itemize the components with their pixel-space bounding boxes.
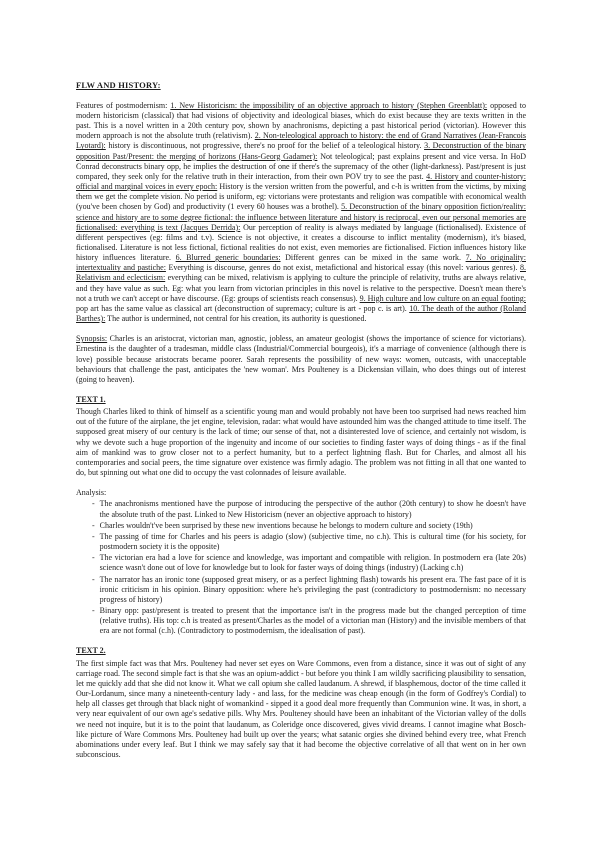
analysis-item-text: The anachronisms mentioned have the purpose of introducing the perspective of the author (20th century) to show he doesn't have the absolute truth of the past. Linked to New Historicism (never an objective approach to history) (99, 499, 526, 519)
analysis-item-text: The narrator has an ironic tone (supposed great misery, or as a perfect lightning flash) towards his present era. The fast pace of it is ironic criticism in his opinion. Binary opposition: where he's privileging the past (contradictory to postmodernism: no necessary progress of history) (99, 574, 526, 604)
text2-quote: The first simple fact was that Mrs. Poulteney had never set eyes on Ware Commons, even from a distance, since it was out of sight of any carriage road. The second simple fact is that she was an opium-addict - but before you think I am wildly sacrificing plausibility to sensation, let me quickly add that she did not know it. What we call opium she called laudanum. A shrewd, if blasphemous, doctor of the time called it Our-Lordanum, since many a nineteenth-century lady - and lass, for the medicine was cheap enough (in the form of Godfrey's Cordial) to help all classes get through that black night of womankind - sipped it a good deal more frequently than Communion wine. It was, in short, a very near equivalent of our own age's sedative pills. Why Mrs. Poulteney should have been an inhabitant of the Victorian valley of the dolls we need not inquire, but it is to the point that laudanum, as Coleridge once discovered, gives vivid dreams. I cannot imagine what Bosch-like picture of Ware Commons Mrs. Poulteney had built up over the years; what satanic orgies she divined behind every tree, what French abominations under every leaf. But I think we may safely say that it had become the objective correlative of all that went on in her own subconscious. (76, 658, 526, 759)
text1-quote: Though Charles liked to think of himself as a scientific young man and would probably not have been too surprised had news reached him out of the future of the airplane, the jet engine, television, radar: what would have astounded him was the changed attitude to time itself. The supposed great misery of our century is the lack of time; our sense of that, not a disinterested love of science, and certainly not wisdom, is why we devote such a huge proportion of the ingenuity and income of our societies to finding faster ways of doing things - as if the final aim of mankind was to grow closer not to a perfect humanity, but to a perfect lightning flash. But for Charles, and almost all his contemporaries and social peers, the time signature over existence was firmly adagio. The problem was not fitting in all that one wanted to do, but spinning out what one did to occupy the vast colonnades of leisure available. (76, 407, 526, 478)
features-paragraph (76, 101, 526, 324)
analysis-item-text: The passing of time for Charles and his peers is adagio (slow) (subjective time, no c.h). This is cultural time (for his society, for postmodern society it is the opposite) (99, 531, 526, 552)
analysis-item (76, 521, 526, 531)
bullet-dash-icon: - (92, 574, 95, 584)
feature-2-body: history is discontinuous, not progressive, there's no proof for the belief of a teleological history. (105, 141, 425, 151)
synopsis-label: Synopsis: (76, 334, 108, 344)
feature-8-body: everything can be mixed, relativism is applying to culture the principle of relativity, truths are always relative, and they have value as such. Eg: what you learn from victorian principles in this novel is relative to the perspective. Doesn't mean there's not a truth we can't accept or have discourse. (Eg: groups of scientists reach consensus). (76, 273, 526, 303)
feature-9-body: pop art has the same value as classical art (deconstruction of supremacy; culture is art - pop c. is art). (76, 303, 410, 313)
feature-3-label: 3. Deconstruction of the binary opposition Past/Present: the merging of horizons (Hans-Georg Gadamer): (76, 141, 526, 161)
analysis-item (76, 499, 526, 519)
bullet-dash-icon: - (92, 531, 95, 541)
feature-5-body: Our perception of reality is always mediated by language (fictionalised). Existence of different perspectives (eg: films and t.v). Science is not objective, it creates a discourse to inflict mentality (modernism), it's biased, fictionalised. Literature is not less fictional, fictional realities do not exist, even memories are fictionalised. Fiction influences history like history influences literature. (76, 222, 526, 263)
analysis-item-text: The victorian era had a love for science and knowledge, was important and compatible with religion. In postmodern era (late 20s) science wasn't done out of love for knowledge but to look for faster ways of doing things (industry) (Lacking c.h) (99, 553, 526, 573)
synopsis-body: Charles is an aristocrat, victorian man, agnostic, jobless, an amateur geologist (shows the importance of science for victorians). Ernestina is the daughter of a tradesman, middle class (Industrial/Commercial bourgeois), it's a marriage of convenience (although there is love) possible because aristocrats became poorer. Sarah represents the possibility of new ways: women, outcasts, with unacceptable behaviours that challenge the past, anticipates the 'new woman'. Mrs Poulteney is a Dickensian villain, who does things out of interest (going to heaven). (76, 334, 526, 384)
feature-1-body: opposed to modern historicism (classical) that had visions of objectivity and ideological biases, which do exist because they are texts written in the past. This is a novel written in a 20th century pov, shown by anachronisms, depicting a past historical period (victorian). However this modern approach is not the absolute truth (relativism). (76, 100, 527, 141)
synopsis-paragraph (76, 334, 526, 385)
feature-9-label: 9. High culture and low culture on an equal footing: (359, 293, 526, 303)
feature-7-label: 7. No originality: intertextuality and pastiche: (76, 253, 526, 273)
analysis-item (76, 575, 526, 605)
feature-10-label: 10. The death of the author (Roland Barthes): (76, 303, 526, 324)
features-lead: Features of postmodernism: (76, 100, 171, 110)
analysis-item-text: Charles wouldn't've been surprised by these new inventions because he belongs to modern culture and society (19th) (99, 520, 473, 530)
feature-4-body: History is the version written from the powerful, and c-h is written from the victims, by mixing them we get the complete vision. No period is uniform, eg: victorians were protestants and religion was compatible with economical wealth (you've been chosen by God) and productivity (1 every 60 houses was a brothel). (76, 182, 526, 212)
feature-8-label: 8. Relativism and eclecticism: (76, 263, 526, 283)
feature-5-label: 5. Deconstruction of the binary opposition fiction/reality: science and history are to some degree fictional: the influence between literature and history is reciprocal, even our personal memories are fictionalised: everything is text (Jacques Derrida): (76, 202, 526, 232)
analysis-item (76, 532, 526, 552)
analysis-item (76, 606, 526, 636)
text1-heading: TEXT 1. (76, 395, 106, 404)
feature-2-label: 2. Non-teleological approach to history: the end of Grand Narratives (Jean-Francois Lyotard): (76, 131, 526, 151)
feature-6-label: 6. Blurred generic boundaries: (175, 253, 281, 263)
analysis-list (76, 499, 526, 636)
bullet-dash-icon: - (92, 605, 95, 615)
analysis-item-text: Binary opp: past/present is treated to present that the importance isn't in the progress made but the changed perception of time (relative truths). His top: c.h is treated as present/Charles as the model of a victorian man (History) and the invisible members of that era are not formal (c.h). (Contradictory to postmodernism, the idealisation of past). (99, 605, 526, 636)
feature-10-body: The author is undermined, not central for his creation, its authority is questioned. (105, 314, 367, 324)
feature-1-label: 1. New Historicism: the impossibility of an objective approach to history (Stephen Greenblatt): (170, 100, 488, 110)
bullet-dash-icon: - (92, 553, 95, 563)
bullet-dash-icon: - (92, 520, 95, 530)
feature-3-body: Not teleological; past explains present and vice versa. In HoD Conrad deconstructs binary opp, he implies the destruction of one if there's the supremacy of the other (light-darkness). Past/present is just compared, they seek only for the relative truth in their interaction, from their own POV try to see the past. (76, 151, 527, 181)
feature-6-body: Different genres can be mixed in the same work. (280, 253, 466, 263)
analysis-item (76, 553, 526, 573)
feature-4-label: 4. History and counter-history: official and marginal voices in every epoch: (76, 171, 526, 192)
text2-heading: TEXT 2. (76, 646, 106, 656)
document-title: FLW AND HISTORY: (76, 80, 161, 90)
bullet-dash-icon: - (92, 499, 95, 509)
analysis-label: Analysis: (76, 488, 107, 498)
feature-7-body: Everything is discourse, genres do not exist, metafictional and historical essay (this novel: various genres). (165, 263, 520, 273)
